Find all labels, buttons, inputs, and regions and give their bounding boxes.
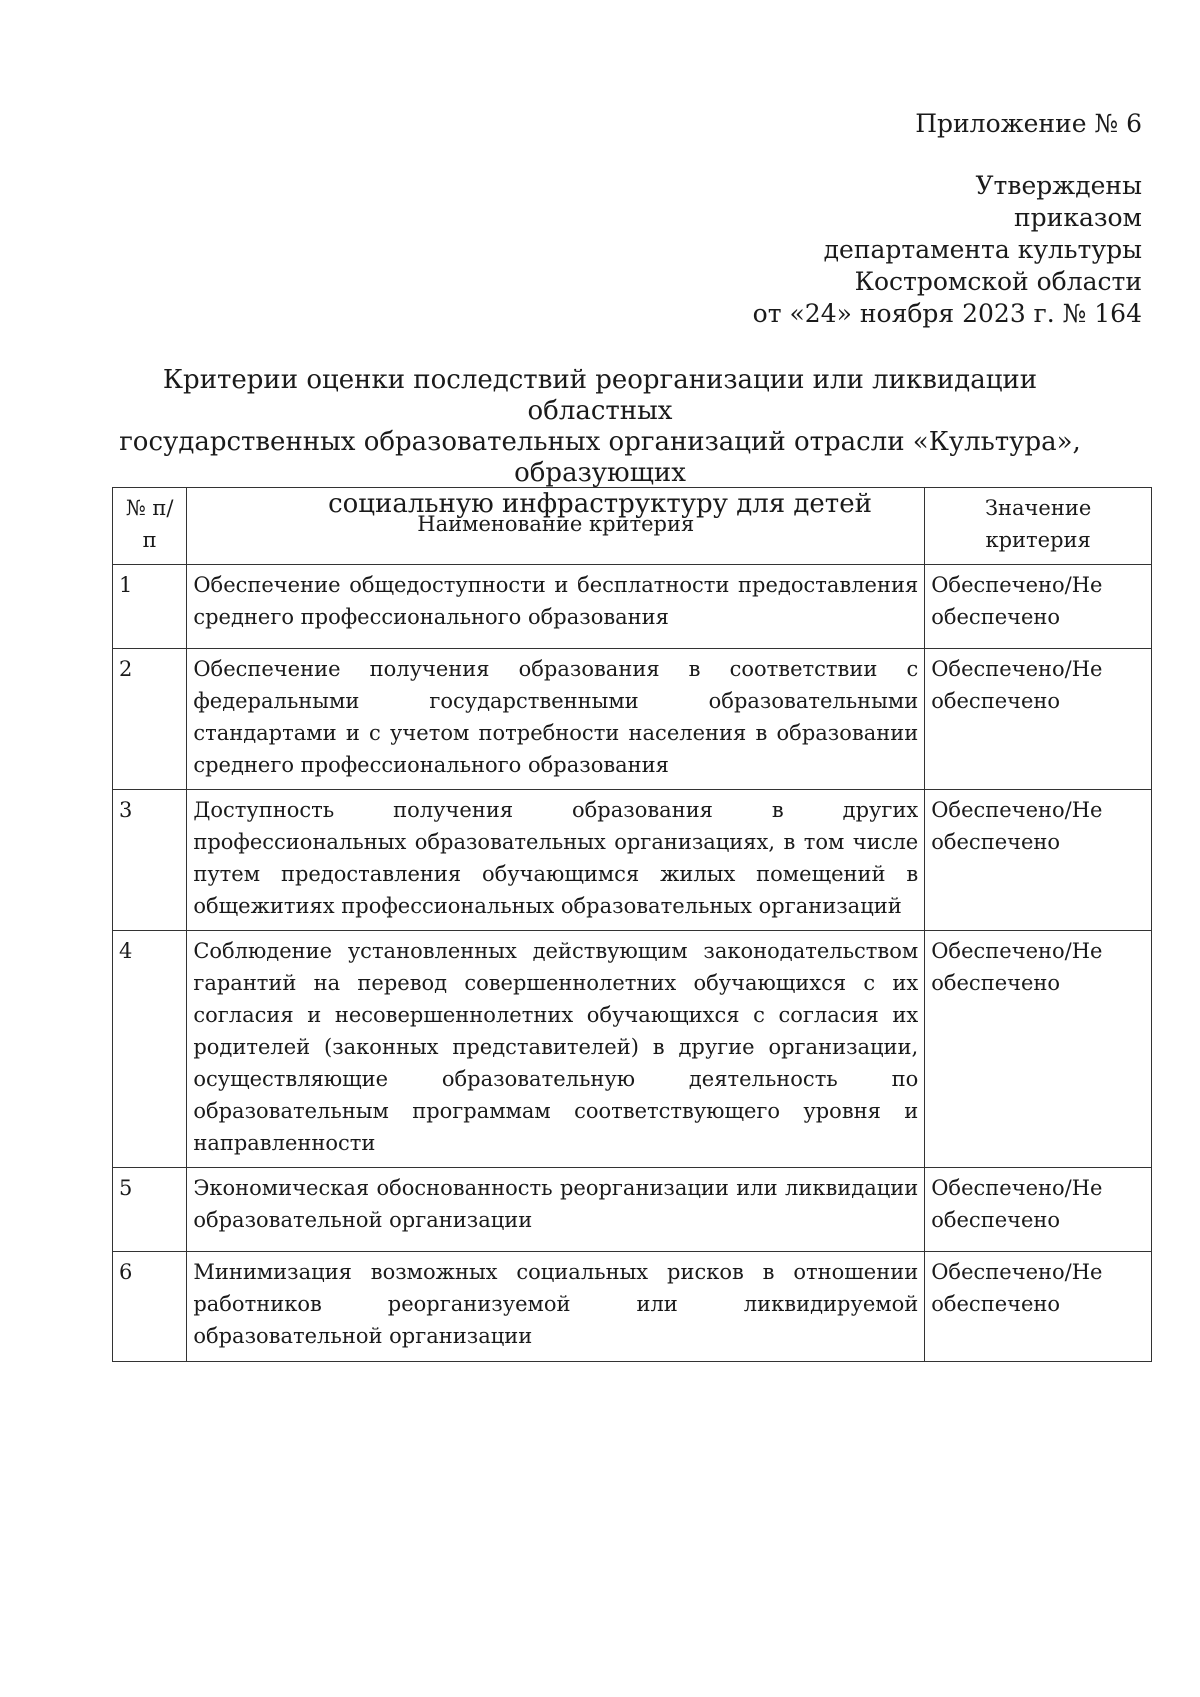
table-header-row	[113, 488, 1152, 565]
criterion-name: Обеспечение общедоступности и бесплатности предоставления среднего профессионального образования	[187, 565, 925, 649]
approval-line: Утверждены	[975, 171, 1142, 200]
header-cell-value: Значение критерия	[925, 488, 1152, 565]
header-cell-number: № п/п	[113, 488, 187, 565]
criterion-name: Обеспечение получения образования в соответствии с федеральными государственными образовательными стандартами и с учетом потребности населения в образовании среднего профессионального образования	[187, 649, 925, 790]
approval-date-line: от «24» ноября 2023 г. № 164	[752, 299, 1142, 328]
criterion-value: Обеспечено/Не обеспечено	[925, 790, 1152, 931]
row-number: 6	[113, 1252, 187, 1362]
criteria-table	[112, 487, 1152, 1362]
criterion-value: Обеспечено/Не обеспечено	[925, 1252, 1152, 1362]
row-number: 2	[113, 649, 187, 790]
criterion-name: Экономическая обоснованность реорганизации или ликвидации образовательной организации	[187, 1168, 925, 1252]
title-line: социальную инфраструктуру для детей	[328, 489, 872, 519]
title-line: Критерии оценки последствий реорганизации или ликвидации областных	[162, 365, 1038, 426]
approval-line: Костромской области	[854, 267, 1142, 296]
table-row	[113, 565, 1152, 649]
table-row	[113, 790, 1152, 931]
row-number: 1	[113, 565, 187, 649]
approval-line: департамента культуры	[823, 235, 1142, 264]
approval-line: приказом	[1014, 203, 1142, 232]
table-row	[113, 1168, 1152, 1252]
table-row	[113, 931, 1152, 1168]
criterion-value: Обеспечено/Не обеспечено	[925, 565, 1152, 649]
criterion-name: Соблюдение установленных действующим законодательством гарантий на перевод совершеннолетних обучающихся с их согласия и несовершеннолетних обучающихся с согласия их родителей (законных представителей) в другие организации, осуществляющие образовательную деятельность по образовательным программам соответствующего уровня и направленности	[187, 931, 925, 1168]
criterion-name: Минимизация возможных социальных рисков в отношении работников реорганизуемой или ликвидируемой образовательной организации	[187, 1252, 925, 1362]
row-number: 3	[113, 790, 187, 931]
row-number: 4	[113, 931, 187, 1168]
criterion-name: Доступность получения образования в других профессиональных образовательных организациях, в том числе путем предоставления обучающимся жилых помещений в общежитиях профессиональных образовательных организаций	[187, 790, 925, 931]
approval-header	[753, 108, 1142, 330]
criterion-value: Обеспечено/Не обеспечено	[925, 649, 1152, 790]
criterion-value: Обеспечено/Не обеспечено	[925, 1168, 1152, 1252]
title-line: государственных образовательных организаций отрасли «Культура», образующих	[119, 427, 1081, 488]
table-row	[113, 1252, 1152, 1362]
criterion-value: Обеспечено/Не обеспечено	[925, 931, 1152, 1168]
header-cell-name: Наименование критерия	[187, 488, 925, 565]
appendix-label: Приложение № 6	[915, 109, 1142, 138]
row-number: 5	[113, 1168, 187, 1252]
table-row	[113, 649, 1152, 790]
